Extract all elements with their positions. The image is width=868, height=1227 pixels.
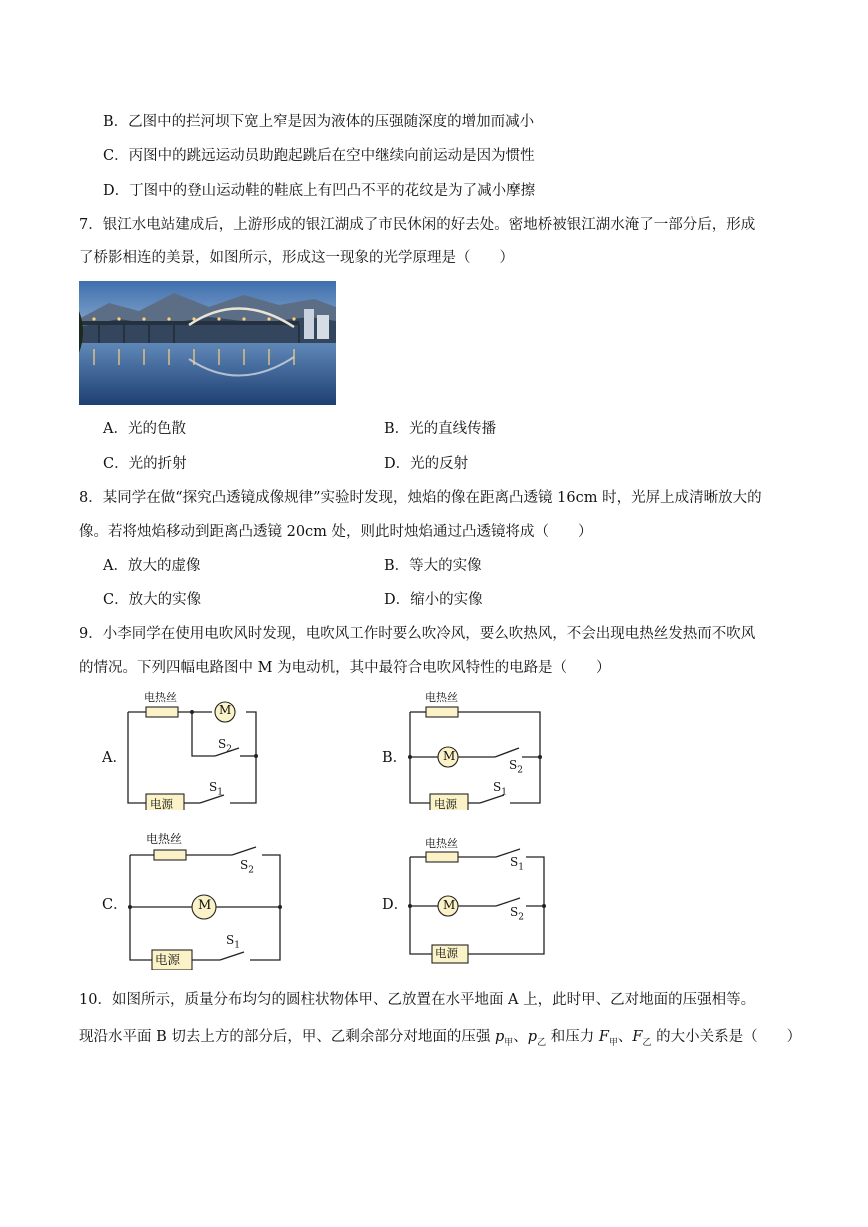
circuit-a-power-label: 电源 — [150, 797, 173, 811]
circuit-a-diagram — [120, 690, 270, 810]
q10-stem-line2: 现沿水平面 B 切去上方的部分后，甲、乙剩余部分对地面的压强 $p_甲$、$p_乙$ 和压力 $F_甲$、$F_乙$ 的大小关系是（ ） — [79, 1029, 802, 1048]
q6-option-b: B．乙图中的拦河坝下宽上窄是因为液体的压强随深度的增加而减小 — [103, 114, 535, 130]
q7-stem-line1: 7．银江水电站建成后，上游形成的银江湖成了市民休闲的好去处。密地桥被银江湖水淹了一部分后，形成 — [79, 217, 756, 233]
q8-stem-line2: 像。若将烛焰移动到距离凸透镜 20cm 处，则此时烛焰通过凸透镜将成（ ） — [79, 524, 593, 540]
q6-option-d: D．丁图中的登山运动鞋的鞋底上有凹凸不平的花纹是为了减小摩擦 — [103, 183, 536, 199]
q10-f-jia: F — [598, 1029, 609, 1045]
circuit-a-s2-label: $S_2$ — [218, 737, 232, 755]
circuit-a-label: A． — [102, 750, 127, 766]
circuit-a-motor-label: M — [219, 703, 232, 717]
circuit-a-heater-label: 电热丝 — [144, 691, 177, 704]
circuit-d-power-label: 电源 — [435, 946, 458, 960]
circuit-a-s1-label: $S_1$ — [209, 780, 223, 798]
q6-option-c: C．丙图中的跳远运动员助跑起跳后在空中继续向前运动是因为惯性 — [103, 148, 535, 164]
q8-option-a: A．放大的虚像 — [103, 558, 201, 574]
circuit-c-power-label: 电源 — [155, 952, 181, 967]
circuit-d-motor-label: M — [443, 898, 456, 912]
q7-stem-line2: 了桥影相连的美景，如图所示，形成这一现象的光学原理是（ ） — [79, 250, 514, 266]
circuit-b-label: B． — [382, 750, 408, 766]
circuit-b-motor-label: M — [443, 749, 456, 763]
q7-option-b: B．光的直线传播 — [384, 421, 497, 437]
bridge-photo — [79, 281, 336, 405]
circuit-b-heater-label: 电热丝 — [425, 691, 458, 704]
circuit-b-s2-label: $S_2$ — [509, 758, 523, 776]
circuit-c-heater-label: 电热丝 — [146, 832, 183, 846]
q10-f-yi: F — [632, 1029, 643, 1045]
circuit-c-motor-label: M — [198, 898, 212, 913]
q9-stem-line1: 9．小李同学在使用电吹风时发现，电吹风工作时要么吹冷风，要么吹热风，不会出现电热丝发热而不吹风 — [79, 626, 756, 642]
circuit-d-s1-label: $S_1$ — [510, 855, 524, 873]
circuit-d-label: D． — [382, 897, 409, 913]
circuit-d-heater-label: 电热丝 — [425, 837, 458, 850]
circuit-b-power-label: 电源 — [434, 797, 457, 811]
circuit-c-label: C． — [102, 897, 128, 913]
q7-option-a: A．光的色散 — [103, 421, 186, 437]
q10-stem-line1: 10．如图所示，质量分布均匀的圆柱状物体甲、乙放置在水平地面 A 上，此时甲、乙对地面的压强相等。 — [79, 992, 756, 1008]
q7-option-c: C．光的折射 — [103, 456, 187, 472]
q8-option-d: D．缩小的实像 — [384, 592, 483, 608]
q8-option-b: B．等大的实像 — [384, 558, 482, 574]
circuit-c-s2-label: $S_2$ — [240, 858, 254, 876]
q8-option-c: C．放大的实像 — [103, 592, 202, 608]
q10-p-jia: p — [494, 1029, 505, 1045]
q10-p-yi: p — [527, 1029, 538, 1045]
q10-text-b: 的大小关系是（ ） — [651, 1029, 802, 1045]
q10-text-a: 现沿水平面 B 切去上方的部分后，甲、乙剩余部分对地面的压强 — [79, 1029, 495, 1045]
q8-stem-line1: 8．某同学在做“探究凸透镜成像规律”实验时发现，烛焰的像在距离凸透镜 16cm 时，光屏上成清晰放大的 — [79, 490, 762, 506]
circuit-c-s1-label: $S_1$ — [226, 933, 240, 951]
circuit-d-s2-label: $S_2$ — [510, 905, 524, 923]
q7-option-d: D．光的反射 — [384, 456, 469, 472]
circuit-b-diagram — [400, 690, 550, 810]
circuit-b-s1-label: $S_1$ — [493, 780, 507, 798]
circuit-d-diagram — [400, 840, 560, 970]
q9-stem-line2: 的情况。下列四幅电路图中 M 为电动机，其中最符合电吹风特性的电路是（ ） — [79, 660, 611, 676]
